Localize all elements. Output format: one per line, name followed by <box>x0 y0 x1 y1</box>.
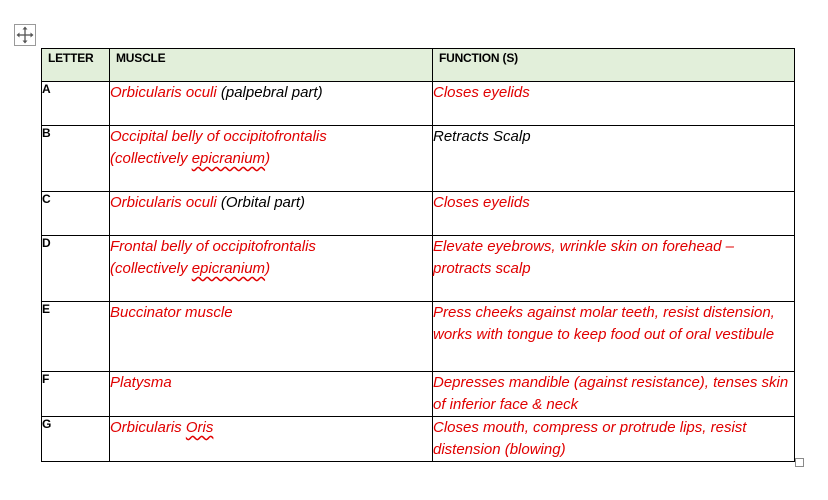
function-text: Retracts Scalp <box>433 128 531 145</box>
row-function[interactable] <box>433 126 795 192</box>
muscle-function-table <box>41 48 795 462</box>
row-function[interactable] <box>433 236 795 302</box>
muscle-name: Buccinator muscle <box>110 304 233 321</box>
muscle-line2-prefix: (collectively <box>110 150 192 167</box>
row-function[interactable] <box>433 372 795 417</box>
muscle-line2-prefix: (collectively <box>110 260 192 277</box>
muscle-name: Occipital belly of occipitofrontalis <box>110 128 327 145</box>
function-text: Press cheeks against molar teeth, resist distension, works with tongue to keep food out of oral vestibule <box>433 304 775 343</box>
table-row <box>42 82 795 126</box>
muscle-name: Platysma <box>110 374 172 391</box>
table-move-handle-icon[interactable] <box>14 24 36 46</box>
function-text: Closes mouth, compress or protrude lips, resist distension (blowing) <box>433 419 747 458</box>
row-letter: F <box>42 372 110 417</box>
spelling-flagged-word: epicranium <box>191 260 266 277</box>
table-row <box>42 126 795 192</box>
muscle-line2-suffix: ) <box>265 150 271 167</box>
header-letter: LETTER <box>42 49 110 82</box>
row-muscle[interactable] <box>110 372 433 417</box>
function-text: Closes eyelids <box>433 84 530 101</box>
table-header-row <box>42 49 795 82</box>
row-letter: G <box>42 417 110 462</box>
row-muscle[interactable] <box>110 417 433 462</box>
muscle-name: Frontal belly of occipitofrontalis <box>110 238 316 255</box>
table-row <box>42 236 795 302</box>
table-row <box>42 192 795 236</box>
muscle-name: Orbicularis oculi <box>110 194 217 211</box>
row-function[interactable] <box>433 417 795 462</box>
spelling-flagged-word: Oris <box>185 419 214 436</box>
muscle-name: Orbicularis <box>110 419 186 436</box>
row-function[interactable] <box>433 302 795 372</box>
row-letter: E <box>42 302 110 372</box>
muscle-note: (palpebral part) <box>216 84 323 101</box>
function-text: Elevate eyebrows, wrinkle skin on forehead – protracts scalp <box>433 238 734 277</box>
row-muscle[interactable] <box>110 82 433 126</box>
row-muscle[interactable] <box>110 192 433 236</box>
muscle-line2-suffix: ) <box>265 260 271 277</box>
row-letter: C <box>42 192 110 236</box>
table-resize-handle-icon[interactable] <box>795 458 804 467</box>
row-letter: A <box>42 82 110 126</box>
spelling-flagged-word: epicranium <box>191 150 266 167</box>
function-text: Depresses mandible (against resistance), tenses skin of inferior face & neck <box>433 374 789 413</box>
row-muscle[interactable] <box>110 302 433 372</box>
row-muscle[interactable] <box>110 236 433 302</box>
table-row <box>42 302 795 372</box>
row-letter: B <box>42 126 110 192</box>
header-muscle: MUSCLE <box>110 49 433 82</box>
row-function[interactable] <box>433 82 795 126</box>
row-letter: D <box>42 236 110 302</box>
row-function[interactable] <box>433 192 795 236</box>
muscle-name: Orbicularis oculi <box>110 84 217 101</box>
table-row <box>42 417 795 462</box>
row-muscle[interactable] <box>110 126 433 192</box>
function-text: Closes eyelids <box>433 194 530 211</box>
table-row <box>42 372 795 417</box>
muscle-note: (Orbital part) <box>216 194 306 211</box>
header-function: FUNCTION (S) <box>433 49 795 82</box>
